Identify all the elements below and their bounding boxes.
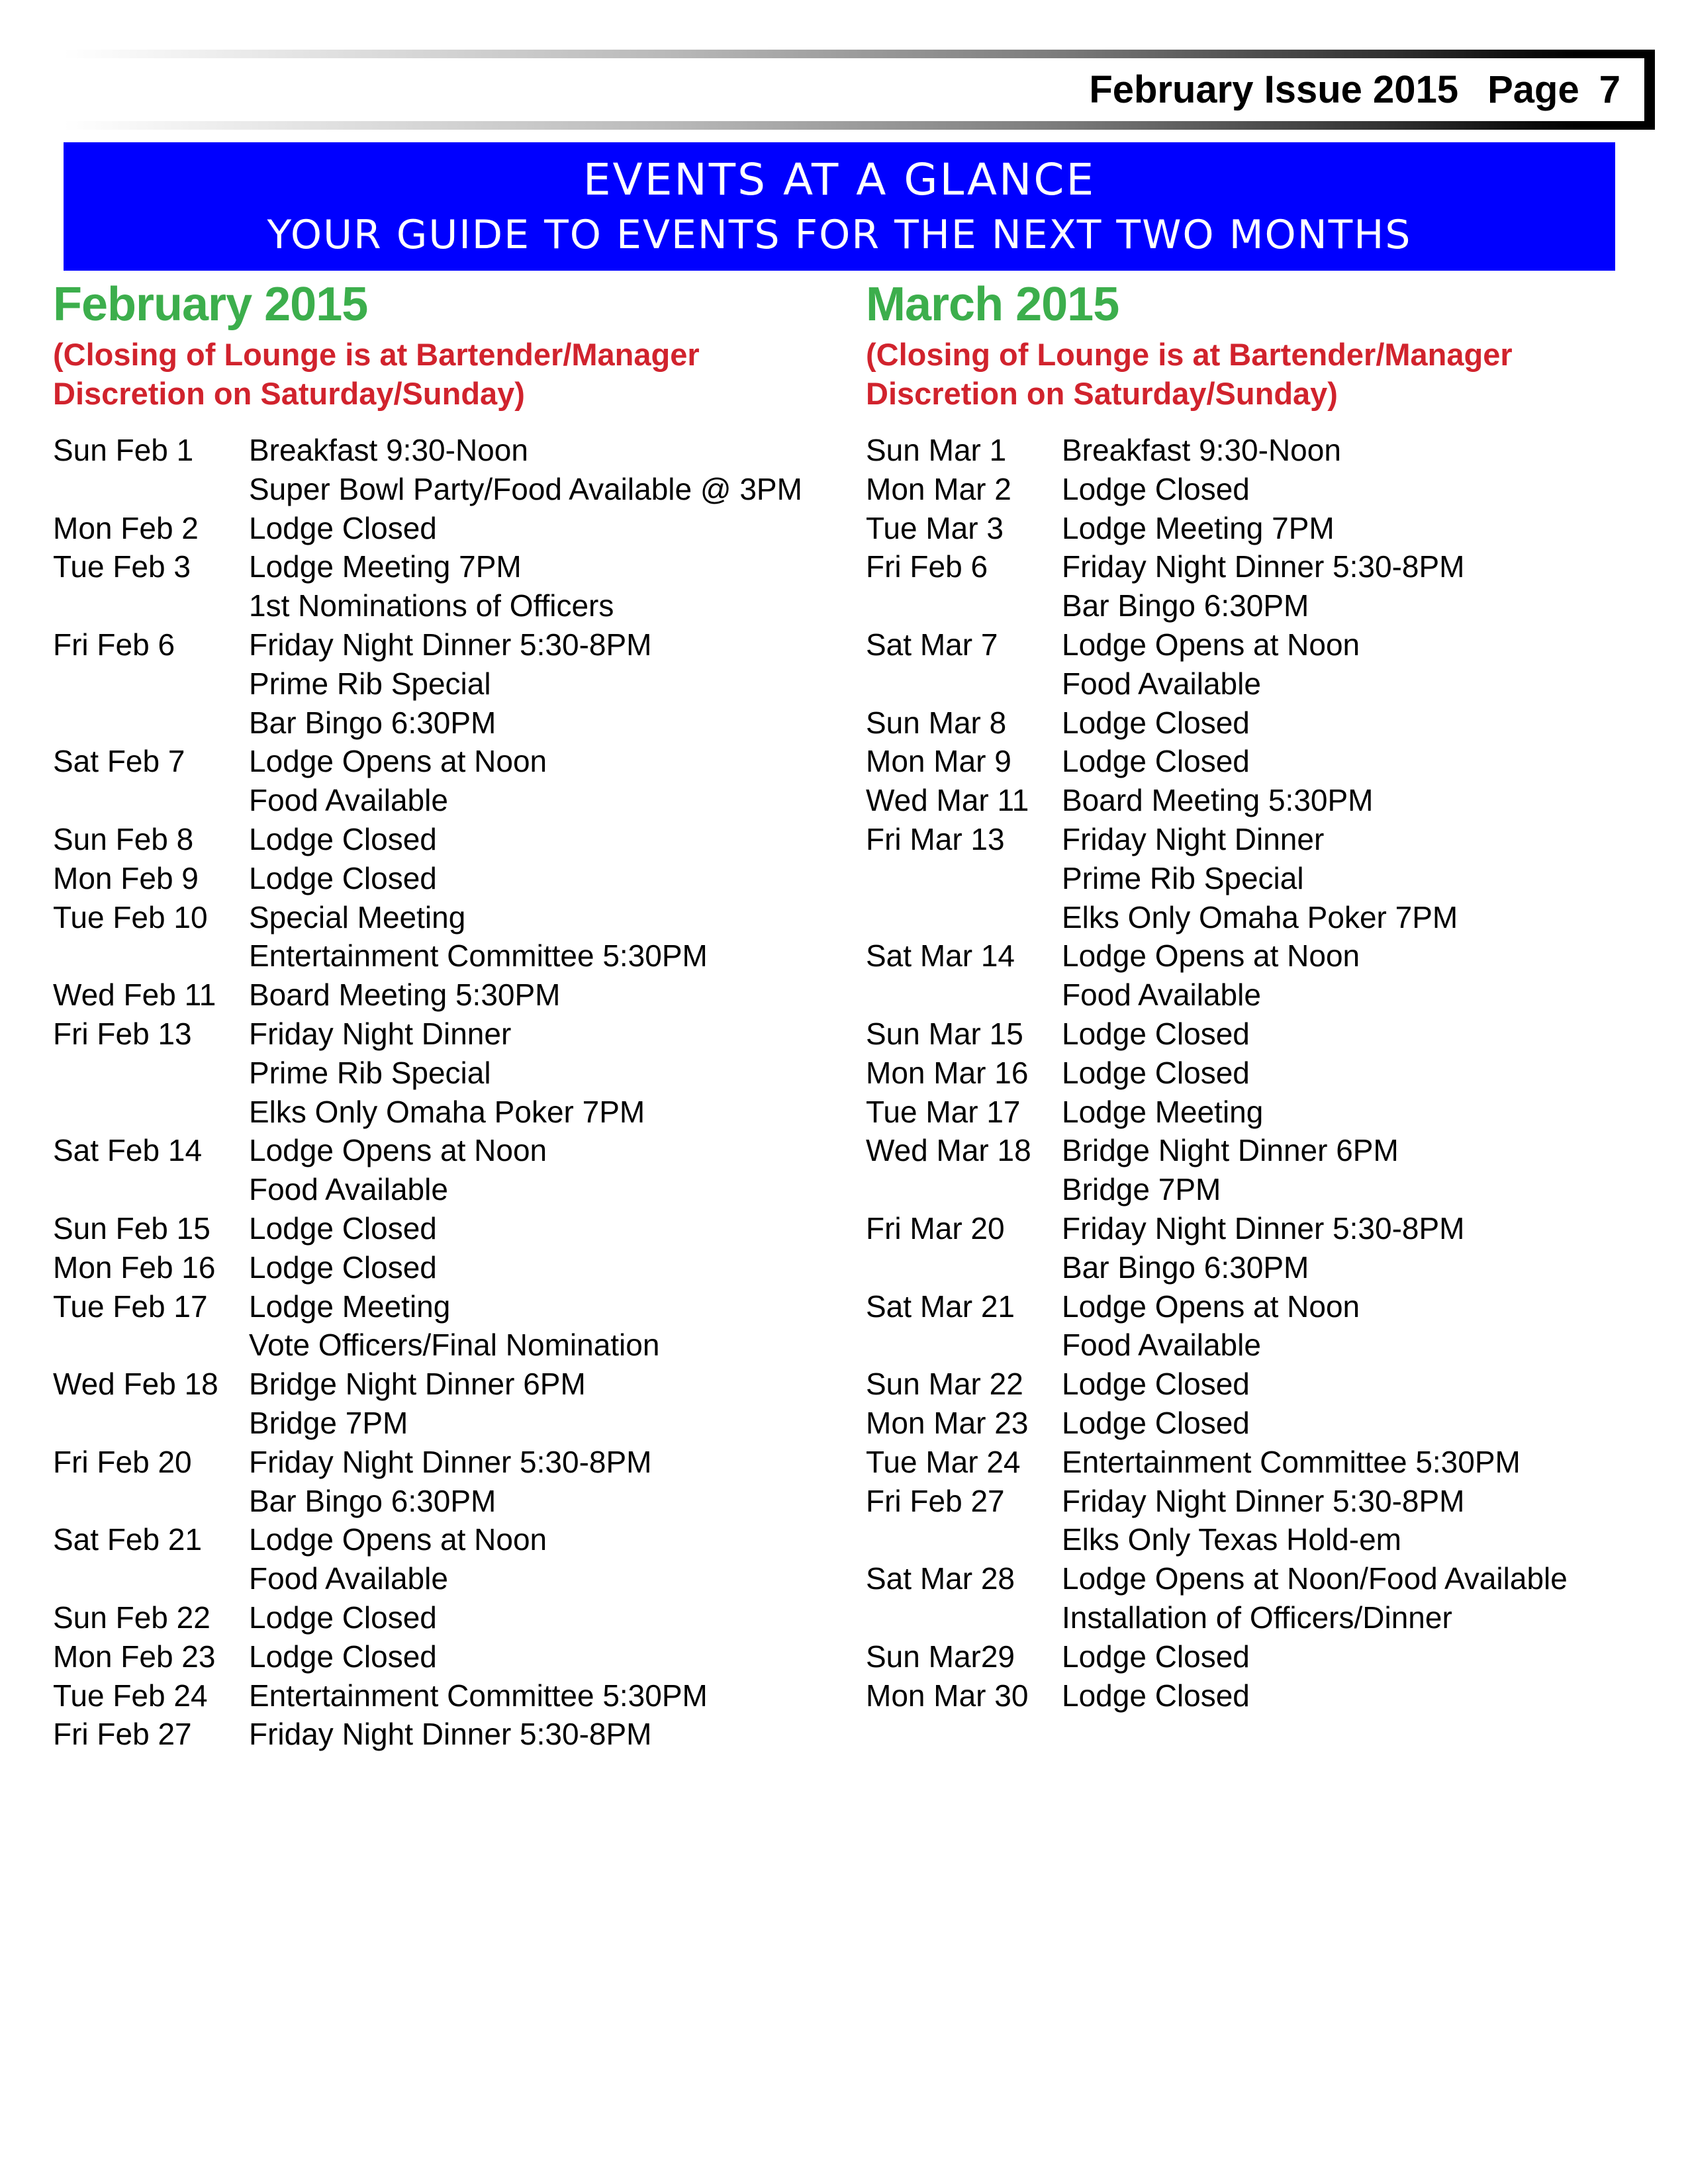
event-description: Lodge Closed (1062, 1639, 1250, 1674)
event-description: Lodge Closed (249, 510, 437, 545)
event-description: Lodge Closed (1062, 1016, 1250, 1051)
note-line-1: (Closing of Lounge is at Bartender/Manager (53, 337, 700, 372)
event-date: Fri Feb 27 (866, 1483, 1005, 1518)
event-description: Lodge Meeting (1062, 1094, 1264, 1129)
event-date (866, 664, 1062, 704)
event-row (866, 586, 1683, 625)
event-row (866, 625, 1683, 664)
lounge-note-february (53, 335, 821, 413)
event-date: Sun Mar 15 (866, 1016, 1023, 1051)
event-row (866, 1443, 1683, 1482)
event-description: 1st Nominations of Officers (249, 588, 614, 623)
event-row (53, 1248, 821, 1287)
event-description: Bridge Night Dinner 6PM (249, 1367, 586, 1402)
column-march (866, 278, 1683, 1715)
event-date (53, 1559, 249, 1598)
event-description: Friday Night Dinner 5:30-8PM (249, 1444, 652, 1479)
event-date: Tue Feb 24 (53, 1678, 208, 1713)
event-date (53, 1054, 249, 1093)
event-row (866, 1170, 1683, 1209)
event-description: Friday Night Dinner 5:30-8PM (249, 1717, 652, 1752)
event-description: Lodge Closed (249, 1210, 437, 1246)
event-description: Food Available (1062, 1328, 1261, 1363)
event-date: Sun Feb 8 (53, 821, 194, 856)
event-description: Friday Night Dinner 5:30-8PM (1062, 1210, 1465, 1246)
event-row (866, 1209, 1683, 1248)
event-date: Sun Feb 15 (53, 1210, 211, 1246)
event-description: Food Available (249, 1561, 448, 1596)
event-date: Sun Mar 1 (866, 433, 1007, 467)
event-date: Mon Feb 16 (53, 1250, 216, 1285)
event-description: Food Available (1062, 666, 1261, 701)
event-date: Mon Mar 9 (866, 744, 1011, 779)
event-date: Tue Feb 17 (53, 1289, 208, 1324)
event-description: Lodge Opens at Noon (1062, 627, 1360, 662)
event-description: Vote Officers/Final Nomination (249, 1328, 660, 1363)
event-row (53, 1676, 821, 1715)
event-description: Lodge Closed (1062, 1055, 1250, 1090)
event-date: Sun Mar 22 (866, 1367, 1023, 1402)
event-row (866, 1365, 1683, 1404)
event-description: Lodge Closed (1062, 705, 1250, 740)
event-date: Fri Feb 13 (53, 1016, 192, 1051)
event-description: Friday Night Dinner 5:30-8PM (1062, 549, 1465, 584)
event-row (866, 470, 1683, 509)
event-description: Special Meeting (249, 899, 466, 934)
event-description: Lodge Opens at Noon (249, 1133, 547, 1168)
event-description: Entertainment Committee 5:30PM (1062, 1444, 1521, 1479)
event-date: Mon Feb 2 (53, 510, 199, 545)
event-date: Tue Mar 24 (866, 1444, 1021, 1479)
event-date: Wed Feb 11 (53, 978, 216, 1013)
event-row (866, 898, 1683, 937)
event-description: Lodge Opens at Noon (249, 744, 547, 779)
event-date (53, 1093, 249, 1132)
event-description: Lodge Closed (1062, 1678, 1250, 1713)
event-row (53, 1209, 821, 1248)
event-row (866, 1015, 1683, 1054)
event-date (866, 1598, 1062, 1637)
header-right-rule (1644, 50, 1655, 130)
event-description: Food Available (249, 783, 448, 818)
event-date (866, 586, 1062, 625)
event-date (866, 1170, 1062, 1209)
page-label: Page (1487, 68, 1579, 111)
event-description: Friday Night Dinner 5:30-8PM (249, 627, 652, 662)
event-description: Board Meeting 5:30PM (1062, 783, 1374, 818)
event-description: Lodge Meeting 7PM (1062, 510, 1335, 545)
event-row (53, 1326, 821, 1365)
event-date: Mon Mar 23 (866, 1405, 1029, 1440)
event-description: Friday Night Dinner 5:30-8PM (1062, 1483, 1465, 1518)
event-date (866, 1248, 1062, 1287)
event-date (866, 976, 1062, 1015)
event-date: Sun Feb 22 (53, 1600, 211, 1635)
event-description: Elks Only Omaha Poker 7PM (1062, 899, 1458, 934)
event-row (53, 1365, 821, 1404)
event-row (53, 1443, 821, 1482)
event-date: Wed Mar 11 (866, 783, 1029, 818)
note-line-2: Discretion on Saturday/Sunday) (866, 376, 1338, 411)
event-description: Lodge Closed (249, 821, 437, 856)
event-description: Entertainment Committee 5:30PM (249, 938, 708, 974)
event-date: Tue Feb 10 (53, 899, 208, 934)
event-row (866, 509, 1683, 548)
event-row (53, 1131, 821, 1170)
event-description: Food Available (1062, 978, 1261, 1013)
event-row (866, 431, 1683, 470)
event-description: Food Available (249, 1172, 448, 1207)
event-date (866, 1520, 1062, 1559)
event-date (866, 898, 1062, 937)
event-row (53, 586, 821, 625)
event-row (866, 1482, 1683, 1521)
event-date: Tue Mar 3 (866, 510, 1004, 545)
event-row (866, 781, 1683, 820)
note-line-1: (Closing of Lounge is at Bartender/Manager (866, 337, 1513, 372)
event-description: Lodge Closed (1062, 1405, 1250, 1440)
event-row (53, 1287, 821, 1326)
event-row (866, 1326, 1683, 1365)
event-date: Sat Feb 14 (53, 1133, 203, 1168)
page-header-text (1089, 50, 1620, 130)
event-row (866, 1248, 1683, 1287)
event-list-march (866, 431, 1683, 1715)
page-number: 7 (1599, 68, 1620, 111)
event-description: Lodge Closed (1062, 744, 1250, 779)
event-date: Sun Feb 1 (53, 433, 194, 467)
event-row (53, 1559, 821, 1598)
event-date (866, 859, 1062, 898)
event-row (866, 976, 1683, 1015)
event-description: Friday Night Dinner (249, 1016, 512, 1051)
event-date: Fri Feb 20 (53, 1444, 192, 1479)
event-row (53, 1404, 821, 1443)
event-description: Installation of Officers/Dinner (1062, 1600, 1452, 1635)
event-date (53, 1482, 249, 1521)
issue-title: February Issue 2015 (1089, 68, 1459, 111)
event-description: Bar Bingo 6:30PM (1062, 588, 1309, 623)
event-row (53, 976, 821, 1015)
event-description: Super Bowl Party/Food Available @ 3PM (249, 471, 802, 506)
event-row (53, 470, 821, 509)
event-row (866, 820, 1683, 859)
event-description: Lodge Opens at Noon (249, 1522, 547, 1557)
event-description: Lodge Closed (1062, 471, 1250, 506)
event-row (53, 1598, 821, 1637)
event-date: Sat Feb 21 (53, 1522, 203, 1557)
event-date: Wed Mar 18 (866, 1133, 1031, 1168)
event-description: Lodge Closed (249, 1250, 437, 1285)
event-date: Fri Feb 6 (866, 549, 988, 584)
event-list-february (53, 431, 821, 1754)
event-row (866, 1676, 1683, 1715)
column-february (53, 278, 821, 1754)
event-description: Prime Rib Special (1062, 860, 1304, 895)
banner-title: EVENTS AT A GLANCE (583, 154, 1096, 205)
event-description: Bar Bingo 6:30PM (249, 1483, 496, 1518)
event-row (53, 625, 821, 664)
event-description: Prime Rib Special (249, 666, 491, 701)
event-date: Tue Feb 3 (53, 549, 191, 584)
event-description: Bar Bingo 6:30PM (1062, 1250, 1309, 1285)
event-row (866, 1520, 1683, 1559)
event-row (53, 1093, 821, 1132)
event-description: Breakfast 9:30-Noon (1062, 433, 1341, 467)
event-date (866, 1326, 1062, 1365)
lounge-note-march (866, 335, 1683, 413)
event-row (866, 742, 1683, 781)
event-date (53, 936, 249, 976)
event-date: Mon Mar 30 (866, 1678, 1029, 1713)
event-description: Lodge Closed (249, 1600, 437, 1635)
event-row (53, 898, 821, 937)
event-date: Sat Mar 7 (866, 627, 998, 662)
event-date: Fri Feb 27 (53, 1717, 192, 1752)
event-row (53, 936, 821, 976)
event-date: Sun Mar 8 (866, 705, 1007, 740)
event-date: Fri Feb 6 (53, 627, 175, 662)
event-row (866, 704, 1683, 743)
banner-subtitle: YOUR GUIDE TO EVENTS FOR THE NEXT TWO MONTHS (267, 212, 1412, 258)
event-description: Breakfast 9:30-Noon (249, 433, 528, 467)
event-date (53, 1404, 249, 1443)
event-description: Bar Bingo 6:30PM (249, 705, 496, 740)
event-date: Sat Mar 21 (866, 1289, 1015, 1324)
event-date: Mon Mar 16 (866, 1055, 1029, 1090)
event-row (53, 1482, 821, 1521)
event-date: Fri Mar 13 (866, 821, 1005, 856)
event-row (53, 547, 821, 586)
event-row (866, 936, 1683, 976)
event-row (866, 1287, 1683, 1326)
event-row (866, 1093, 1683, 1132)
event-description: Friday Night Dinner (1062, 821, 1325, 856)
page-header-box (64, 50, 1655, 130)
event-date: Mon Feb 9 (53, 860, 199, 895)
event-description: Lodge Meeting 7PM (249, 549, 522, 584)
event-date: Sat Feb 7 (53, 744, 185, 779)
event-description: Bridge Night Dinner 6PM (1062, 1133, 1399, 1168)
event-description: Lodge Meeting (249, 1289, 451, 1324)
event-date: Tue Mar 17 (866, 1094, 1021, 1129)
event-description: Entertainment Committee 5:30PM (249, 1678, 708, 1713)
event-date: Mon Feb 23 (53, 1639, 216, 1674)
event-date (53, 664, 249, 704)
event-description: Bridge 7PM (1062, 1172, 1221, 1207)
event-date (53, 1326, 249, 1365)
event-date (53, 781, 249, 820)
event-row (53, 704, 821, 743)
event-row (53, 1054, 821, 1093)
month-title-february: February 2015 (53, 278, 368, 331)
event-description: Bridge 7PM (249, 1405, 408, 1440)
event-row (53, 781, 821, 820)
event-date (53, 586, 249, 625)
event-row (866, 547, 1683, 586)
event-description: Elks Only Texas Hold-em (1062, 1522, 1401, 1557)
event-row (53, 1520, 821, 1559)
event-row (53, 1170, 821, 1209)
event-description: Elks Only Omaha Poker 7PM (249, 1094, 645, 1129)
event-row (866, 1404, 1683, 1443)
event-row (53, 509, 821, 548)
event-date (53, 704, 249, 743)
event-description: Prime Rib Special (249, 1055, 491, 1090)
event-date: Sat Mar 28 (866, 1561, 1015, 1596)
event-row (53, 742, 821, 781)
event-row (53, 820, 821, 859)
event-description: Board Meeting 5:30PM (249, 978, 561, 1013)
event-row (866, 859, 1683, 898)
event-date (53, 1170, 249, 1209)
event-row (866, 1598, 1683, 1637)
event-row (53, 859, 821, 898)
event-date: Wed Feb 18 (53, 1367, 218, 1402)
event-row (866, 1131, 1683, 1170)
event-row (866, 1637, 1683, 1676)
event-date: Mon Mar 2 (866, 471, 1011, 506)
event-date: Sat Mar 14 (866, 938, 1015, 974)
event-date (53, 470, 249, 509)
event-row (53, 431, 821, 470)
event-row (53, 1715, 821, 1754)
month-title-march: March 2015 (866, 278, 1119, 331)
events-banner (64, 142, 1615, 271)
event-date: Fri Mar 20 (866, 1210, 1005, 1246)
note-line-2: Discretion on Saturday/Sunday) (53, 376, 525, 411)
event-date: Sun Mar29 (866, 1639, 1015, 1674)
event-row (53, 1015, 821, 1054)
event-description: Lodge Opens at Noon (1062, 938, 1360, 974)
event-description: Lodge Closed (1062, 1367, 1250, 1402)
event-description: Lodge Closed (249, 860, 437, 895)
event-row (53, 1637, 821, 1676)
event-description: Lodge Opens at Noon/Food Available (1062, 1561, 1568, 1596)
event-row (866, 1054, 1683, 1093)
event-description: Lodge Opens at Noon (1062, 1289, 1360, 1324)
event-description: Lodge Closed (249, 1639, 437, 1674)
event-row (866, 664, 1683, 704)
event-row (866, 1559, 1683, 1598)
event-row (53, 664, 821, 704)
